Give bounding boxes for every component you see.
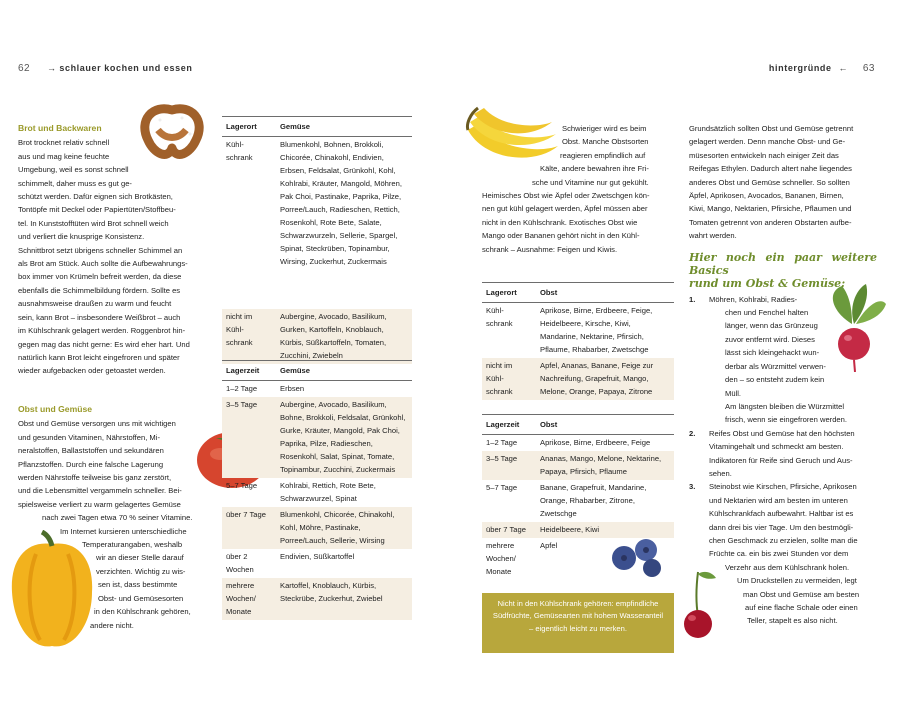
table-cell: Blumenkohl, Chicorée, Chinakohl, Kohl, Möhre, Pastinake, Porree/Lauch, Sellerie, Wirsing	[276, 507, 412, 549]
basics-heading-line: Hier noch ein paar weitere Basics	[689, 250, 877, 277]
list-line: Teller, stapelt es also nicht.	[747, 616, 838, 626]
info-box: Nicht in den Kühlschrank gehören: empfindliche Südfrüchte, Gemüsearten mit hohem Wasseranteil – eigentlich leicht zu merken.	[482, 593, 674, 653]
brot-line: schimmelt, daher muss es gut ge-	[18, 178, 132, 188]
list-line: Vitamingehalt und schmeckt am besten.	[709, 442, 844, 452]
table-cell: Kühl- schrank	[486, 306, 513, 328]
ethylene-line: Reifegas Ethylen. Dadurch altert nahe liegendes	[689, 164, 852, 174]
table-row	[482, 358, 674, 400]
list-line: Früchte ca. ein bis zwei Stunden vor dem	[709, 549, 849, 559]
right-page-number: 63	[862, 63, 875, 74]
table-header-cell: Gemüse	[276, 361, 412, 381]
table-header-row	[482, 283, 674, 303]
table-cell: Aprikose, Birne, Erdbeere, Feige, Heidelbeere, Kirsche, Kiwi, Mandarine, Nektarine, Pfirsich, Pflaume, Rhabarber, Zwetschge	[540, 306, 653, 354]
table-row	[482, 538, 674, 580]
table-cell: 3–5 Tage	[222, 397, 276, 478]
table-row	[222, 549, 412, 578]
table-cell: Apfel, Ananas, Banane, Feige zur Nachreifung, Grapefruit, Mango, Melone, Orange, Papaya, Zitrone	[536, 358, 674, 400]
ethylene-line: anderes Obst und Gemüse schneller. So sollten	[689, 177, 850, 187]
list-item	[689, 480, 877, 627]
vegetable-storage-location-table	[222, 116, 412, 364]
table-cell: mehrere Wochen/ Monate	[222, 578, 276, 620]
brot-line: ebenfalls die Schimmelbildung fördern. Sollte es	[18, 285, 181, 295]
table-cell: Kohlrabi, Rettich, Rote Bete, Schwarzwurzel, Spinat	[280, 481, 376, 503]
right-page-header	[769, 63, 875, 74]
brot-line: natürlich kann Brot leicht eingefroren und später	[18, 352, 180, 362]
list-line: zuvor entfernt wird. Dieses	[725, 334, 815, 344]
obst-line: und gesunden Vitaminen, Nährstoffen, Mi-	[18, 432, 160, 442]
ethylene-line: wahrt werden.	[689, 231, 737, 241]
table-cell: 1–2 Tage	[486, 438, 518, 447]
table-header-cell: Obst	[536, 283, 674, 303]
table-row	[222, 397, 412, 478]
list-line: chen Geschmack zu erzielen, sollte man die	[709, 535, 858, 545]
list-line: frisch, wenn sie eingefroren werden.	[725, 415, 847, 425]
intro-line: Mango oder Bananen gehört nicht in den Kühl-	[482, 231, 640, 241]
obst-line: Im Internet kursieren unterschiedliche	[60, 526, 187, 536]
obst-line: Temperaturangaben, weshalb	[82, 540, 183, 550]
basics-heading	[689, 251, 877, 290]
intro-line: Heimisches Obst wie Äpfel oder Zwetschgen kön-	[482, 191, 650, 201]
brot-line: aus und mag keine feuchte	[18, 151, 110, 161]
brot-section	[18, 122, 206, 378]
table-row	[222, 578, 412, 620]
left-page-number: 62	[18, 63, 31, 74]
table-cell: über 7 Tage	[222, 507, 276, 549]
table-header-row	[222, 117, 412, 137]
table-row	[222, 478, 412, 507]
table-cell: 3–5 Tage	[482, 451, 536, 480]
intro-line: reagieren empfindlich auf	[560, 150, 646, 160]
list-line: dann drei bis vier Tage. Um den bestmögli-	[709, 522, 854, 532]
table-cell: Heidelbeere, Kiwi	[536, 522, 674, 538]
ethylene-line: Tomaten getrennt von anderen Obstarten aufbe-	[689, 217, 852, 227]
list-line: Möhren, Kohlrabi, Radies-	[709, 294, 798, 304]
brot-line: sein, kann Brot – insbesondere Weißbrot – auch	[18, 312, 181, 322]
ethylene-line: Kiwi, Mango, Nektarien, Pfirsiche, Pflaumen und	[689, 204, 852, 214]
table-cell: nicht im Kühl- schrank	[482, 358, 536, 400]
table-row	[222, 507, 412, 549]
obst-text	[18, 417, 206, 632]
table-cell: Banane, Grapefruit, Mandarine, Orange, Rhabarber, Zitrone, Zwetschge	[540, 483, 647, 518]
brot-line: Schnittbrot setzt übrigens schneller Schimmel an	[18, 245, 183, 255]
table-cell: 1–2 Tage	[226, 384, 258, 393]
list-item-number: 3.	[689, 482, 696, 492]
intro-line: nicht in den Kühlschrank. Exotisches Obst wie	[482, 217, 638, 227]
obst-line: und die Lebensmittel vergammeln schneller. Bei-	[18, 486, 182, 496]
table-cell: 5–7 Tage	[226, 481, 258, 490]
list-item-number: 2.	[689, 428, 696, 438]
obst-line: in den Kühlschrank gehören,	[94, 607, 191, 617]
table-row	[482, 303, 674, 359]
intro-line: Schwieriger wird es beim	[562, 124, 647, 133]
brot-heading: Brot und Backwaren	[18, 123, 102, 133]
fruit-storage-time-table	[482, 414, 674, 580]
obst-line: andere nicht.	[90, 620, 134, 630]
table-row	[482, 480, 674, 522]
basics-list	[689, 293, 877, 628]
brot-line: Tontöpfe mit Deckel oder Papiertüten/Stoffbeu-	[18, 205, 176, 215]
intro-line: schrank – Ausnahme: Feigen und Kiwis.	[482, 244, 618, 254]
obst-line: werden Nährstoffe teilweise bis ganz zerstört,	[18, 473, 172, 483]
brot-line: Brot trocknet relativ schnell	[18, 138, 110, 148]
right-section-title: hintergründe	[768, 63, 832, 73]
table-row	[482, 451, 674, 480]
list-line: länger, wenn das Grünzeug	[725, 321, 818, 331]
table-header-row	[222, 361, 412, 381]
table-row	[222, 137, 412, 309]
table-cell: 5–7 Tage	[486, 483, 518, 492]
list-line: den – so entsteht zudem kein Müll.	[725, 375, 825, 398]
obst-line: verzichten. Wichtig zu wis-	[96, 566, 186, 576]
table-header-cell: Lagerzeit	[222, 361, 276, 381]
left-section-title: schlauer kochen und essen	[59, 63, 193, 73]
table-cell: über 7 Tage	[482, 522, 536, 538]
list-item-number: 1.	[689, 294, 696, 304]
brot-line: ausnahmsweise draußen zu warm und feucht	[18, 299, 172, 309]
table-cell: Aubergine, Avocado, Basilikum, Gurken, Kartoffeln, Knoblauch, Kürbis, Süßkartoffeln, Tomaten, Zucchini, Zwiebeln	[276, 309, 412, 364]
arrow-right-icon: →	[47, 63, 57, 73]
obst-line: Obst- und Gemüsesorten	[98, 593, 184, 603]
table-cell: mehrere Wochen/ Monate	[486, 541, 516, 576]
table-cell: Kühl- schrank	[226, 140, 253, 162]
table-header-cell: Lagerzeit	[482, 415, 536, 435]
obst-heading: Obst und Gemüse	[18, 404, 93, 414]
table-header-row	[482, 415, 674, 435]
table-cell: nicht im Kühl- schrank	[222, 309, 276, 364]
intro-line: nen gut kühl gelagert werden, Äpfel müssen aber	[482, 204, 648, 214]
left-page-header	[18, 63, 192, 74]
table-cell: Apfel	[540, 541, 558, 550]
brot-line: als Brot am Stück. Auch sollte die Aufbewahrungs-	[18, 259, 188, 269]
brot-line: und verliert die knusprige Konsistenz.	[18, 232, 145, 242]
brot-line: gegen mag das nicht gerne: Es wird eher hart. Und	[18, 339, 190, 349]
list-line: und Nektarien wird am besten im unteren	[709, 495, 848, 505]
brot-line: box immer von Krümeln befreit werden, da diese	[18, 272, 182, 282]
vegetable-storage-time-table	[222, 360, 412, 620]
table-header-cell: Gemüse	[276, 117, 412, 137]
arrow-left-icon: ←	[838, 63, 848, 73]
ethylene-line: Grundsätzlich sollten Obst und Gemüse getrennt	[689, 124, 854, 133]
ethylene-line: Äpfel, Aprikosen, Avocados, Bananen, Birnen,	[689, 191, 844, 201]
table-row	[482, 522, 674, 538]
list-line: Steinobst wie Kirschen, Pfirsiche, Aprikosen	[709, 482, 857, 492]
intro-line: sche und Vitamine nur gut gekühlt.	[532, 177, 649, 187]
list-line: Kühlschrankfach aufbewahrt. Haltbar ist es	[709, 509, 854, 519]
table-cell: Ananas, Mango, Melone, Nektarine, Papaya, Pfirsich, Pflaume	[536, 451, 674, 480]
obst-line: spielsweise verliert zu warm gelagertes Gemüse	[18, 499, 181, 509]
table-cell: Blumenkohl, Bohnen, Brokkoli, Chicorée, Chinakohl, Endivien, Erbsen, Feldsalat, Grünkohl, Kohl, Kohlrabi, Kräuter, Mangold, Möhren, Pak Choi, Pastinake, Paprika, Pilze, Porree/Lauch, Radieschen, Rettich, Rosenkohl, Rote Bete, Salate, Schwarzwurzeln, Sellerie, Spargel, Spinat, Steckrüben, Topinambur, Wirsing, Zuckerhut, Zuckermais	[280, 140, 402, 266]
ethylene-line: müsesorten entwickeln nach einiger Zeit das	[689, 150, 839, 160]
brot-text	[18, 136, 206, 377]
list-line: auf eine flache Schale oder einen	[745, 603, 858, 612]
table-header-cell: Obst	[536, 415, 674, 435]
table-header-cell: Lagerort	[482, 283, 536, 303]
brot-line: schützt werden. Dafür eignen sich Brotkästen,	[18, 192, 173, 202]
obst-line: sen ist, dass bestimmte	[98, 580, 178, 590]
list-line: chen und Fenchel halten	[725, 308, 809, 318]
list-line: Um Druckstellen zu vermeiden, legt	[737, 576, 857, 586]
list-line: Verzehr aus dem Kühlschrank holen.	[725, 562, 850, 572]
list-line: derbar als Würzmittel verwen-	[725, 361, 826, 371]
table-header-cell: Lagerort	[222, 117, 276, 137]
table-row	[222, 309, 412, 364]
table-row	[222, 381, 412, 398]
obst-line: Obst und Gemüse versorgen uns mit wichtigen	[18, 419, 176, 429]
obst-line: wir an dieser Stelle darauf	[96, 553, 184, 563]
intro-line: Kälte, andere bewahren ihre Fri-	[540, 164, 649, 174]
obst-section	[18, 403, 206, 632]
list-line: Reifes Obst und Gemüse hat den höchsten	[709, 428, 855, 438]
table-cell: Aprikose, Birne, Erdbeere, Feige	[540, 438, 651, 447]
list-line: man Obst und Gemüse am besten	[743, 589, 860, 599]
list-item	[689, 427, 877, 481]
table-cell: Endivien, Süßkartoffel	[280, 552, 355, 561]
brot-line: im Kühlschrank gelagert werden. Roggenbrot hin-	[18, 326, 186, 336]
brot-line: Umgebung, weil es sonst schnell	[18, 165, 129, 175]
table-cell: Erbsen	[280, 384, 305, 393]
list-line: sehen.	[709, 468, 732, 478]
basics-heading-line: rund um Obst & Gemüse:	[689, 276, 846, 290]
obst-line: Pflanzstoffen. Durch eine falsche Lagerung	[18, 459, 164, 469]
brot-line: wieder aufgebacken oder getoastet werden.	[18, 366, 166, 376]
table-cell: Aubergine, Avocado, Basilikum, Bohne, Brokkoli, Feldsalat, Grünkohl, Gurke, Kräuter, Mangold, Pak Choi, Paprika, Pilze, Radieschen, Rosenkohl, Salat, Spinat, Tomate, Topinambur, Zucchini, Zuckermais	[276, 397, 412, 478]
table-cell: über 2 Wochen	[226, 552, 254, 574]
list-line: Am längsten bleiben die Würzmittel	[725, 401, 845, 411]
list-line: Indikatoren für Reife sind Geruch und Aus-	[709, 455, 853, 465]
table-row	[482, 435, 674, 452]
intro-line: Obst. Manche Obstsorten	[562, 137, 649, 147]
list-item	[689, 293, 877, 427]
obst-line: nach zwei Tagen etwa 70 % seiner Vitamine.	[42, 513, 193, 523]
brot-line: tel. In Kunststofftüten wird Brot schnell weich	[18, 218, 169, 228]
obst-line: neralstoffen, Ballaststoffen und sekundären	[18, 446, 164, 456]
table-cell: Kartoffel, Knoblauch, Kürbis, Steckrübe, Zuckerhut, Zwiebel	[276, 578, 412, 620]
ethylene-line: gelagert werden. Denn manche Obst- und Ge-	[689, 137, 846, 147]
fruit-storage-location-table	[482, 282, 674, 400]
list-line: lässt sich kleingehackt wun-	[725, 348, 820, 358]
ethylene-section	[689, 122, 877, 628]
fruit-intro-section	[482, 122, 674, 256]
